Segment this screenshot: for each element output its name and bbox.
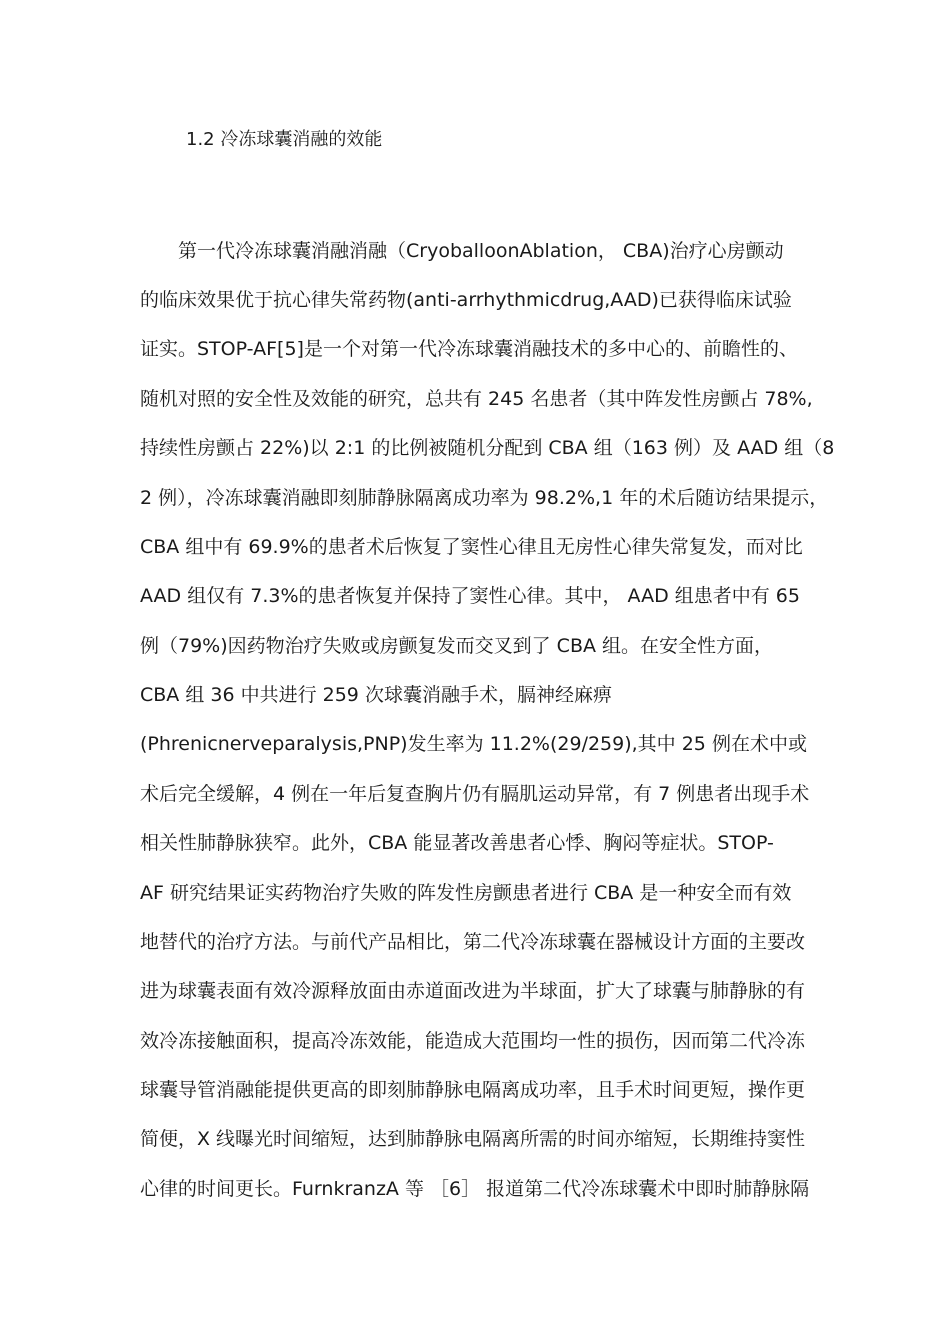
- paragraph-line: 持续性房颤占 22%)以 2:1 的比例被随机分配到 CBA 组（163 例）及 AAD 组（8: [140, 437, 835, 459]
- paragraph-line: 心律的时间更长。FurnkranzA 等 ［6］ 报道第二代冷冻球囊术中即时肺静脉隔: [140, 1178, 810, 1200]
- paragraph-line: 进为球囊表面有效冷源释放面由赤道面改进为半球面，扩大了球囊与肺静脉的有: [140, 980, 806, 1002]
- paragraph-line: AF 研究结果证实药物治疗失败的阵发性房颤患者进行 CBA 是一种安全而有效: [140, 882, 792, 904]
- paragraph-line: AAD 组仅有 7.3%的患者恢复并保持了窦性心律。其中， AAD 组患者中有 65: [140, 585, 800, 607]
- paragraph-line: CBA 组 36 中共进行 259 次球囊消融手术，膈神经麻痹: [140, 684, 612, 706]
- paragraph-line: 证实。STOP-AF[5]是一个对第一代冷冻球囊消融技术的多中心的、前瞻性的、: [140, 338, 798, 360]
- paragraph-line: CBA 组中有 69.9%的患者术后恢复了窦性心律且无房性心律失常复发，而对比: [140, 536, 803, 558]
- paragraph-line: 术后完全缓解，4 例在一年后复查胸片仍有膈肌运动异常，有 7 例患者出现手术: [140, 783, 810, 805]
- paragraph-line: 简便，X 线曝光时间缩短，达到肺静脉电隔离所需的时间亦缩短，长期维持窦性: [140, 1128, 806, 1150]
- paragraph-line: 相关性肺静脉狭窄。此外，CBA 能显著改善患者心悸、胸闷等症状。STOP-: [140, 832, 774, 854]
- paragraph-line: 2 例），冷冻球囊消融即刻肺静脉隔离成功率为 98.2%,1 年的术后随访结果提示，: [140, 487, 829, 509]
- paragraph-line: (Phrenicnerveparalysis,PNP)发生率为 11.2%(29/259),其中 25 例在术中或: [140, 733, 807, 755]
- paragraph-line: 例（79%)因药物治疗失败或房颤复发而交叉到了 CBA 组。在安全性方面，: [140, 635, 774, 657]
- section-heading: 1.2 冷冻球囊消融的效能: [186, 129, 383, 150]
- paragraph-line: 随机对照的安全性及效能的研究，总共有 245 名患者（其中阵发性房颤占 78%,: [140, 388, 813, 410]
- paragraph-line: 球囊导管消融能提供更高的即刻肺静脉电隔离成功率，且手术时间更短，操作更: [140, 1079, 806, 1101]
- paragraph-line: 的临床效果优于抗心律失常药物(anti-arrhythmicdrug,AAD)已获得临床试验: [140, 289, 792, 311]
- paragraph-line: 第一代冷冻球囊消融消融（CryoballoonAblation， CBA)治疗心房颤动: [140, 240, 784, 262]
- paragraph-line: 地替代的治疗方法。与前代产品相比，第二代冷冻球囊在器械设计方面的主要改: [140, 931, 806, 953]
- paragraph-line: 效冷冻接触面积，提高冷冻效能，能造成大范围均一性的损伤，因而第二代冷冻: [140, 1030, 806, 1052]
